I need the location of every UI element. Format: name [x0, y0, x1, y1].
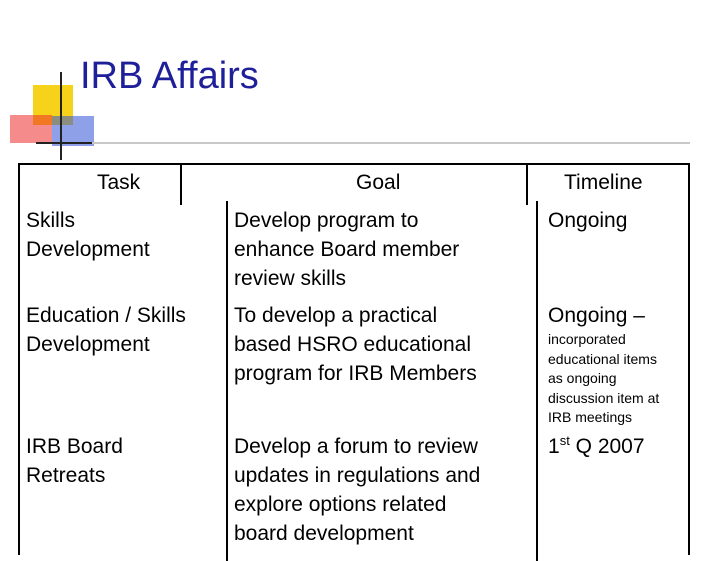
- goal-line: To develop a practical: [234, 304, 438, 327]
- table-row-1-timeline: Ongoing: [548, 209, 628, 232]
- header-goal: Goal: [356, 171, 401, 194]
- logo-red-square: [10, 115, 52, 143]
- title-underline: [92, 142, 690, 144]
- page-title: IRB Affairs: [80, 55, 259, 97]
- task-line: Retreats: [26, 464, 106, 487]
- task-line: Development: [26, 238, 150, 261]
- table-row-1-task: [26, 206, 150, 264]
- timeline-ordinal: 1: [548, 435, 560, 458]
- timeline-quarter: Q 2007: [569, 435, 645, 458]
- column-separator: [536, 201, 538, 561]
- task-line: Development: [26, 333, 150, 356]
- header-separator: [180, 165, 182, 205]
- goal-line: based HSRO educational: [234, 333, 471, 356]
- goal-line: updates in regulations and: [234, 464, 481, 487]
- timeline-ordinal-suffix: st: [559, 433, 570, 448]
- note-line: educational items: [548, 350, 657, 367]
- table-row-2-timeline-note: [548, 330, 659, 428]
- task-line: Education / Skills: [26, 304, 186, 327]
- goal-line: explore options related: [234, 493, 447, 516]
- goal-line: enhance Board member: [234, 238, 460, 261]
- note-line: incorporated: [548, 331, 626, 347]
- logo-vertical-line: [60, 72, 62, 160]
- table-row-3-task: [26, 432, 123, 490]
- table-row-2-task: [26, 301, 186, 359]
- table-row-2-timeline: Ongoing –: [548, 304, 645, 327]
- note-line: IRB meetings: [548, 409, 633, 425]
- header-separator: [526, 165, 528, 205]
- table-row-3-timeline: [548, 432, 645, 461]
- goal-line: Develop program to: [234, 209, 419, 232]
- goal-line: review skills: [234, 267, 347, 290]
- task-line: Skills: [26, 209, 76, 232]
- logo-horizontal-line: [36, 142, 98, 144]
- task-line: IRB Board: [26, 435, 123, 458]
- header-timeline: Timeline: [564, 171, 643, 194]
- table-row-1-goal: [234, 206, 459, 293]
- note-line: as ongoing: [548, 370, 617, 386]
- goal-line: program for IRB Members: [234, 362, 477, 385]
- column-separator: [226, 201, 228, 561]
- table-row-2-goal: [234, 301, 477, 388]
- note-line: discussion item at: [548, 389, 660, 406]
- header-task: Task: [97, 171, 141, 194]
- goal-line: Develop a forum to review: [234, 435, 478, 458]
- goal-line: board development: [234, 522, 414, 545]
- irb-affairs-table: [18, 163, 690, 555]
- table-row-3-goal: [234, 432, 480, 548]
